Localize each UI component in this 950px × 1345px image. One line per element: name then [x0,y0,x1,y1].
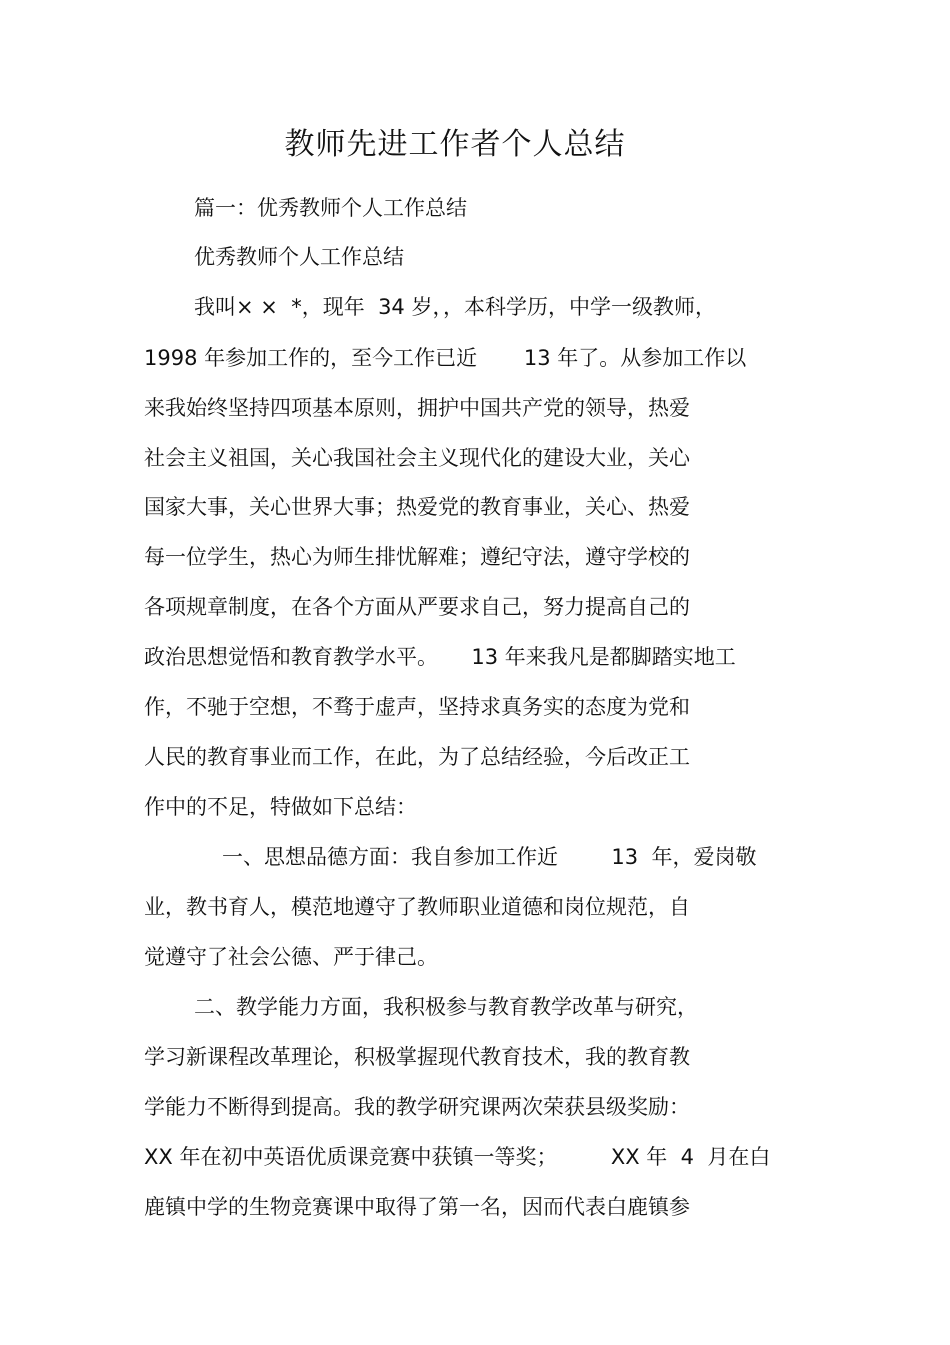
paragraph-line: XX 年在初中英语优质课竞赛中获镇一等奖； XX 年 4 月在白 [144,1145,771,1169]
paragraph-line: 政治思想觉悟和教育教学水平。 13 年来我凡是都脚踏实地工 [144,645,736,669]
paragraph-line: 鹿镇中学的生物竞赛课中取得了第一名，因而代表白鹿镇参 [144,1195,690,1219]
paragraph-line: 学能力不断得到提高。我的教学研究课两次荣获县级奖励： [144,1095,690,1119]
paragraph-line: 我叫× × *，现年 34 岁，，本科学历，中学一级教师， [194,295,716,319]
paragraph-line: 每一位学生，热心为师生排忧解难；遵纪守法，遵守学校的 [144,545,690,569]
paragraph-line: 社会主义祖国，关心我国社会主义现代化的建设大业，关心 [144,446,690,470]
paragraph-line: 各项规章制度，在各个方面从严要求自己，努力提高自己的 [144,595,690,619]
section-heading: 篇一：优秀教师个人工作总结 [194,196,467,220]
paragraph-line: 作，不驰于空想，不骛于虚声，坚持求真务实的态度为党和 [144,695,690,719]
paragraph-line: 1998 年参加工作的，至今工作已近 13 年了。从参加工作以 [144,346,747,370]
paragraph-line: 来我始终坚持四项基本原则，拥护中国共产党的领导，热爱 [144,396,690,420]
paragraph-line: 业，教书育人，模范地遵守了教师职业道德和岗位规范，自 [144,895,690,919]
paragraph-line: 作中的不足，特做如下总结： [144,795,417,819]
section-subtitle: 优秀教师个人工作总结 [194,245,404,269]
paragraph-line: 学习新课程改革理论，积极掌握现代教育技术，我的教育教 [144,1045,690,1069]
paragraph-line: 觉遵守了社会公德、严于律己。 [144,945,438,969]
paragraph-line: 人民的教育事业而工作，在此，为了总结经验，今后改正工 [144,745,690,769]
paragraph-line: 国家大事，关心世界大事；热爱党的教育事业，关心、热爱 [144,495,690,519]
paragraph-line: 一、思想品德方面：我自参加工作近 13 年，爱岗敬 [222,845,757,869]
document-title: 教师先进工作者个人总结 [284,127,626,162]
paragraph-line: 二、教学能力方面，我积极参与教育教学改革与研究， [194,995,698,1019]
